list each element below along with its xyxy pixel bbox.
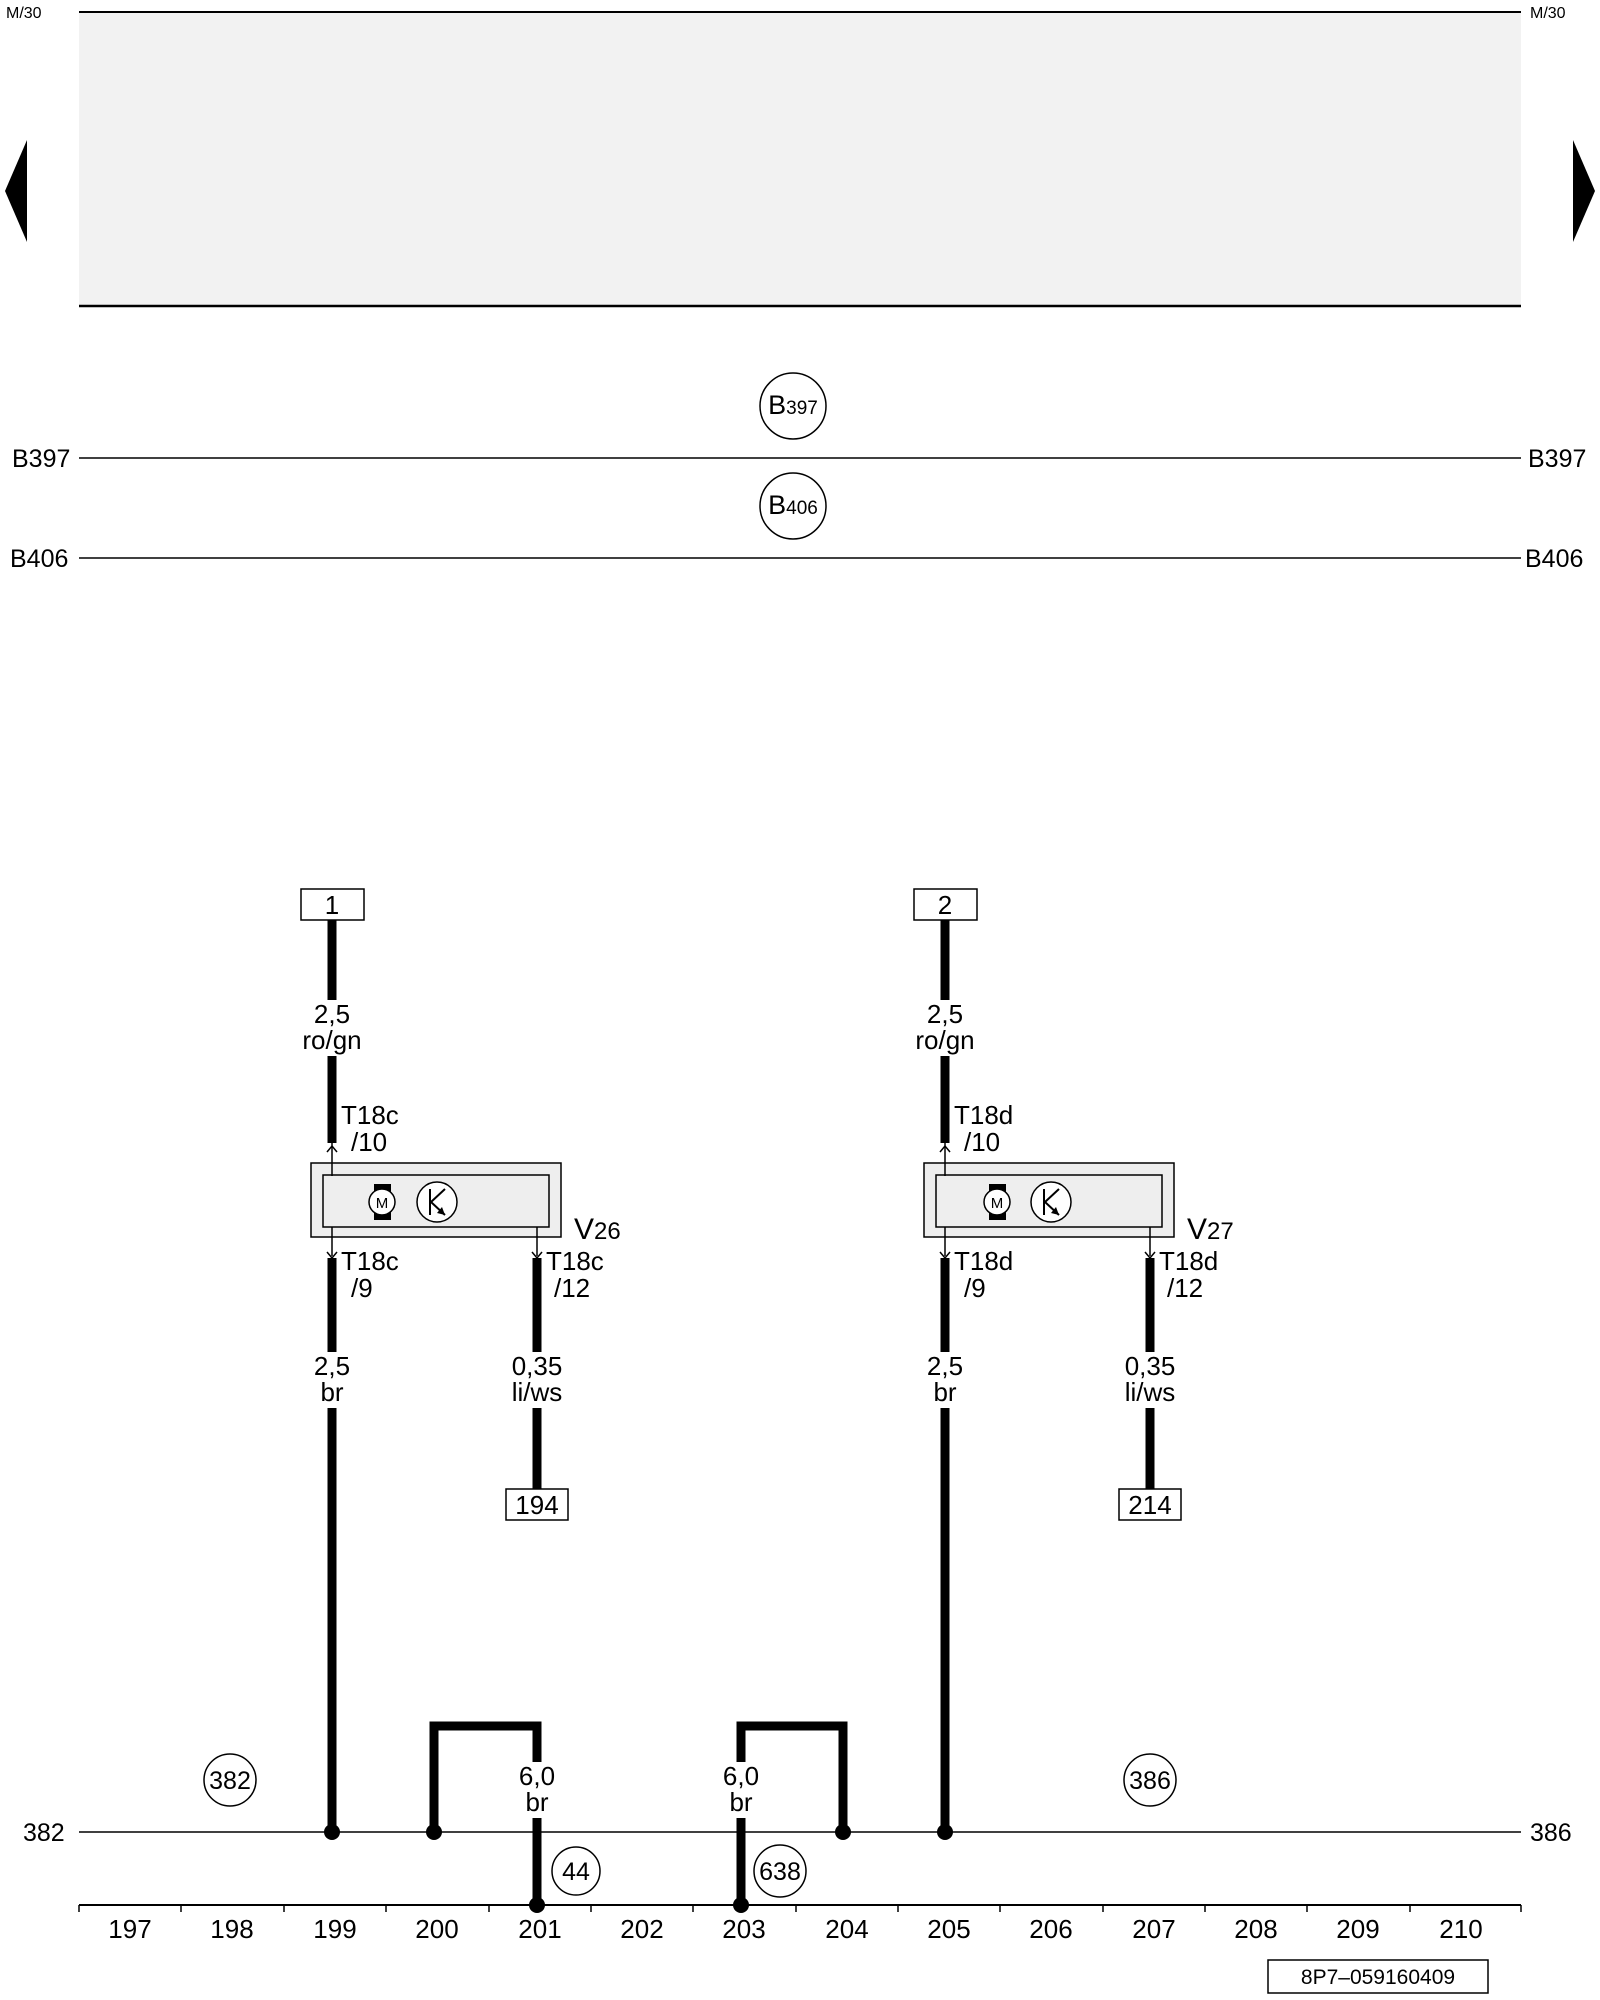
b406-right-label: B406 [1525,545,1584,573]
svg-text:0,35: 0,35 [511,1351,563,1381]
svg-text:li/ws: li/ws [1124,1377,1176,1407]
column-number: 207 [1132,1914,1176,1944]
svg-text:2,5: 2,5 [926,999,964,1029]
junction-dot [937,1824,953,1840]
svg-text:T18d: T18d [954,1100,1014,1130]
column-number: 203 [722,1914,766,1944]
svg-text:2,5: 2,5 [313,999,351,1029]
column-number: 209 [1336,1914,1380,1944]
junction-dot [733,1897,749,1913]
junction-dot [426,1824,442,1840]
svg-text:T18c: T18c [341,1100,399,1130]
svg-text:386: 386 [1129,1767,1171,1795]
column-number: 210 [1439,1914,1483,1944]
component-v26 [301,889,621,1832]
column-number: 204 [825,1914,869,1944]
column-number: 205 [927,1914,971,1944]
arrow-left-icon[interactable] [5,140,27,242]
column-number: 206 [1029,1914,1073,1944]
column-number: 208 [1234,1914,1278,1944]
svg-text:194: 194 [515,1490,559,1520]
b406-bubble-label: B406 [768,490,818,520]
header-band [79,12,1521,306]
column-number: 202 [620,1914,664,1944]
svg-text:/10: /10 [351,1127,388,1157]
electronic-switch-icon [1031,1182,1071,1222]
svg-text:li/ws: li/ws [511,1377,563,1407]
junction-dot [324,1824,340,1840]
svg-text:1: 1 [324,890,340,920]
svg-text:/9: /9 [351,1273,373,1303]
svg-text:638: 638 [759,1858,801,1886]
svg-text:ro/gn: ro/gn [302,1025,362,1055]
diagram-id: 8P7–059160409 [1300,1966,1456,1989]
electronic-switch-icon [417,1182,457,1222]
svg-text:br: br [525,1787,549,1817]
svg-text:/10: /10 [964,1127,1001,1157]
svg-text:/9: /9 [964,1273,986,1303]
header-left-tag: M/30 [6,5,42,22]
svg-text:T18d: T18d [954,1246,1014,1276]
header-right-tag: M/30 [1530,5,1566,22]
svg-text:214: 214 [1128,1490,1172,1520]
column-number: 198 [210,1914,254,1944]
column-number: 199 [313,1914,357,1944]
column-number: 201 [518,1914,562,1944]
v27-label: V27 [1187,1213,1234,1246]
svg-text:T18c: T18c [341,1246,399,1276]
b397-bubble-label: B397 [768,390,818,420]
arrow-right-icon[interactable] [1573,140,1595,242]
column-number: 197 [108,1914,152,1944]
junction-dot [529,1897,545,1913]
rail-386-label: 386 [1530,1819,1572,1847]
svg-text:/12: /12 [1167,1273,1204,1303]
svg-text:T18d: T18d [1159,1246,1219,1276]
svg-text:M: M [990,1195,1004,1212]
svg-text:M: M [375,1195,389,1212]
column-ticks [79,1905,1521,1912]
svg-text:ro/gn: ro/gn [915,1025,975,1055]
svg-text:2,5: 2,5 [926,1351,964,1381]
b397-right-label: B397 [1528,445,1587,473]
svg-text:br: br [729,1787,753,1817]
svg-text:6,0: 6,0 [518,1761,556,1791]
junction-dot [835,1824,851,1840]
rail-382-label: 382 [23,1819,65,1847]
svg-text:br: br [320,1377,344,1407]
b397-left-label: B397 [12,445,71,473]
svg-text:2,5: 2,5 [313,1351,351,1381]
svg-text:/12: /12 [554,1273,591,1303]
svg-text:2: 2 [937,890,953,920]
v26-label: V26 [574,1213,621,1246]
svg-text:0,35: 0,35 [1124,1351,1176,1381]
svg-text:382: 382 [209,1767,251,1795]
b406-left-label: B406 [10,545,69,573]
svg-text:T18c: T18c [546,1246,604,1276]
svg-text:6,0: 6,0 [722,1761,760,1791]
svg-text:44: 44 [562,1858,590,1886]
component-v27 [914,889,1234,1832]
column-number: 200 [415,1914,459,1944]
svg-text:br: br [933,1377,957,1407]
